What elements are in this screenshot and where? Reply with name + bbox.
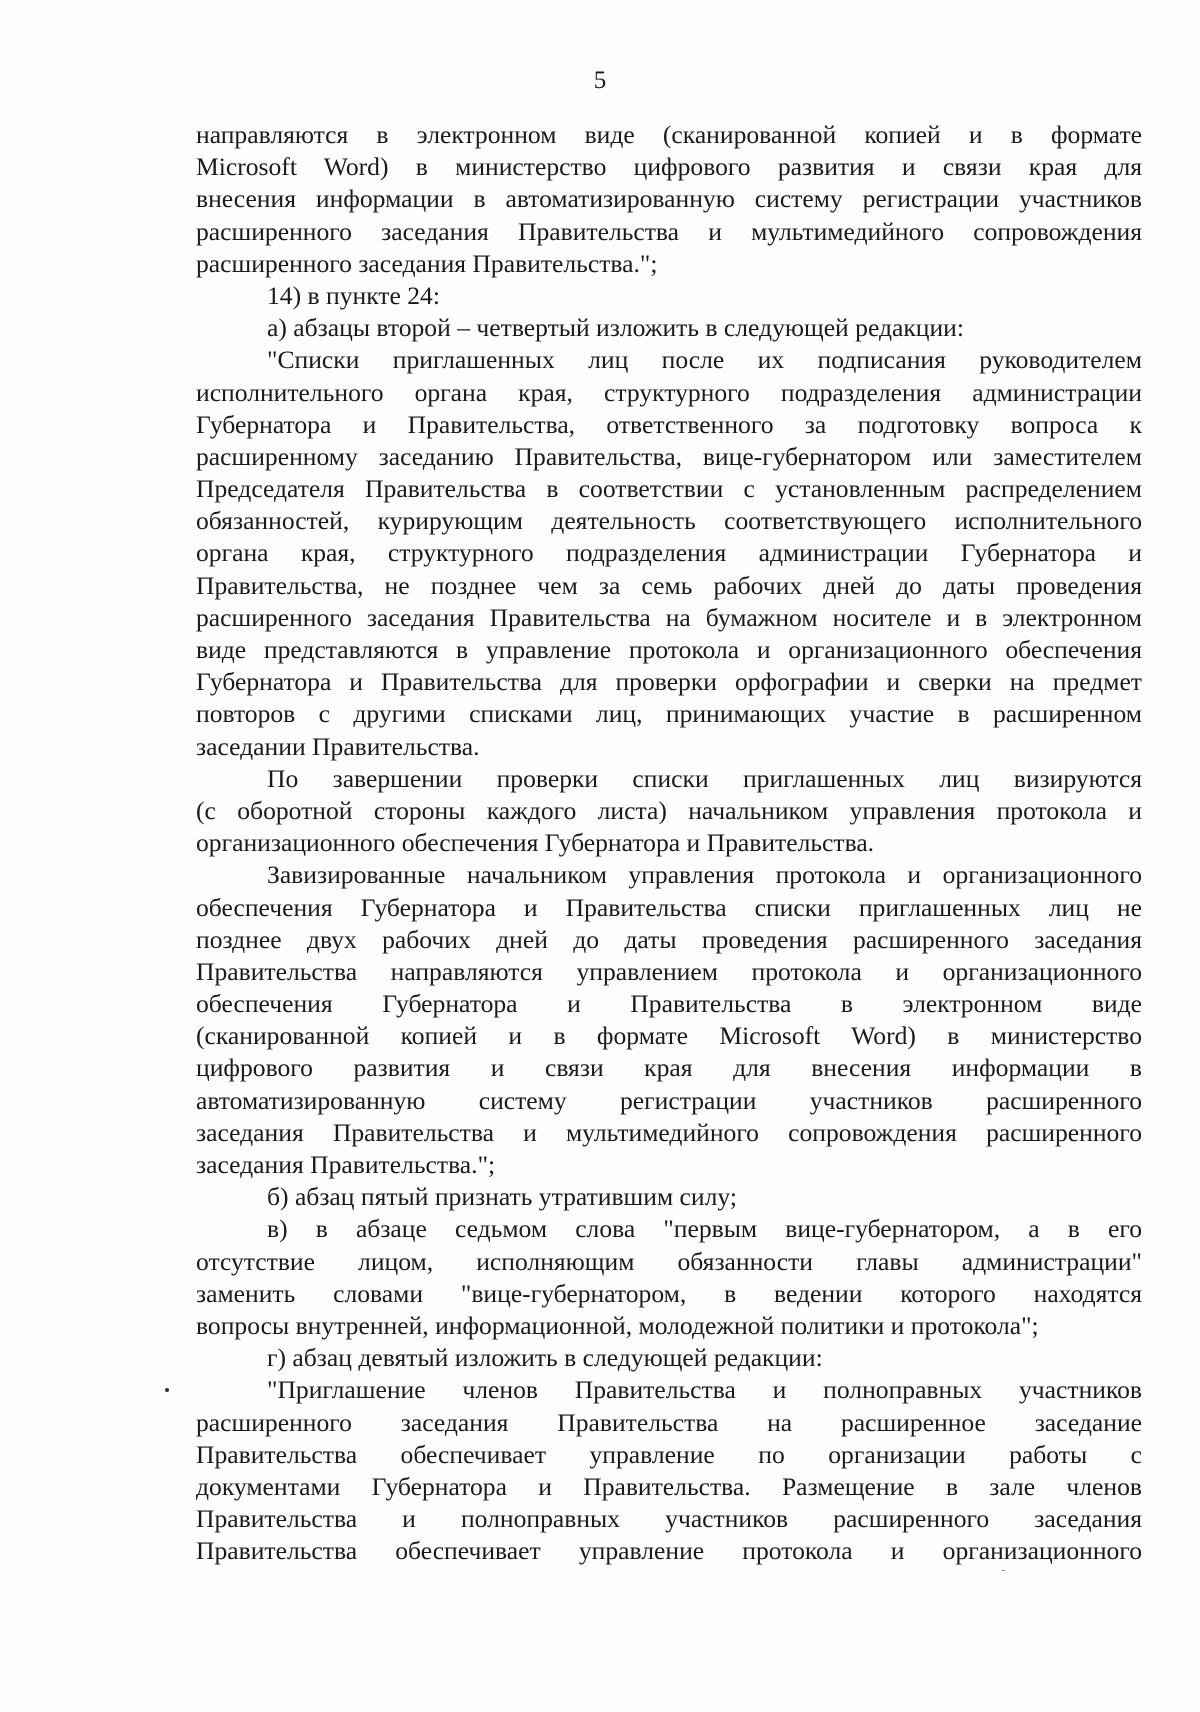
- text-line: (с оборотной стороны каждого листа) начальником управления протокола и: [196, 795, 1142, 825]
- text-line: Правительства, не позднее чем за семь рабочих дней до даты проведения: [196, 570, 1142, 600]
- text-line: направляются в электронном виде (сканированной копией и в формате: [196, 120, 1142, 149]
- text-line: внесения информации в автоматизированную систему регистрации участников: [196, 184, 1142, 214]
- text-line: виде представляются в управление протокола и организационного обеспечения: [196, 635, 1142, 664]
- text-line: органа края, структурного подразделения администрации Губернатора и: [196, 538, 1142, 568]
- text-line: "Списки приглашенных лиц после их подписания руководителем: [267, 345, 1142, 375]
- document-body: [196, 119, 1142, 1567]
- text-line: заседания Правительства.";: [196, 1150, 496, 1179]
- scan-speck: [1002, 1570, 1005, 1571]
- text-line: б) абзац пятый признать утратившим силу;: [267, 1182, 737, 1212]
- text-line: расширенному заседанию Правительства, вице-губернатором или заместителем: [196, 441, 1142, 471]
- text-line: заседании Правительства.: [196, 731, 480, 761]
- text-line: а) абзацы второй – четвертый изложить в следующей редакции:: [267, 313, 964, 343]
- text-line: заменить словами "вице-губернатором, в ведении которого находятся: [196, 1278, 1142, 1308]
- text-line: организационного обеспечения Губернатора и Правительства.: [196, 828, 875, 858]
- text-line: Правительства и полноправных участников расширенного заседания: [196, 1504, 1142, 1534]
- text-line: Губернатора и Правительства, ответственного за подготовку вопроса к: [196, 409, 1142, 439]
- text-line: Правительства обеспечивает управление по организации работы с: [196, 1439, 1142, 1469]
- text-line: г) абзац девятый изложить в следующей редакции:: [267, 1343, 823, 1373]
- text-line: исполнительного органа края, структурного подразделения администрации: [196, 377, 1142, 407]
- text-line: Правительства обеспечивает управление протокола и организационного: [196, 1536, 1142, 1566]
- text-line: расширенного заседания Правительства.";: [196, 248, 658, 278]
- text-line: цифрового развития и связи края для внесения информации в: [196, 1053, 1142, 1083]
- text-line: отсутствие лицом, исполняющим обязанности главы администрации": [196, 1246, 1142, 1276]
- text-line: По завершении проверки списки приглашенных лиц визируются: [267, 763, 1142, 793]
- text-line: обеспечения Губернатора и Правительства списки приглашенных лиц не: [196, 892, 1142, 922]
- text-line: Microsoft Word) в министерство цифрового развития и связи края для: [196, 152, 1142, 182]
- text-line: заседания Правительства и мультимедийного сопровождения расширенного: [196, 1117, 1142, 1147]
- text-line: расширенного заседания Правительства и мультимедийного сопровождения: [196, 216, 1142, 246]
- text-line: (сканированной копией и в формате Microsoft Word) в министерство: [196, 1021, 1142, 1051]
- text-line: вопросы внутренней, информационной, молодежной политики и протокола";: [196, 1310, 1039, 1340]
- margin-dot: [165, 1388, 169, 1392]
- text-line: Правительства направляются управлением протокола и организационного: [196, 956, 1142, 986]
- text-line: обязанностей, курирующим деятельность соответствующего исполнительного: [196, 506, 1142, 536]
- text-line: "Приглашение членов Правительства и полноправных участников: [267, 1375, 1142, 1405]
- text-line: Губернатора и Правительства для проверки орфографии и сверки на предмет: [196, 667, 1142, 697]
- text-line: 14) в пункте 24:: [267, 280, 440, 310]
- text-line: позднее двух рабочих дней до даты проведения расширенного заседания: [196, 924, 1142, 954]
- text-line: Завизированные начальником управления протокола и организационного: [267, 860, 1142, 890]
- text-line: автоматизированную систему регистрации участников расширенного: [196, 1085, 1142, 1115]
- text-line: Председателя Правительства в соответствии с установленным распределением: [196, 474, 1142, 504]
- text-line: расширенного заседания Правительства на расширенное заседание: [196, 1407, 1142, 1437]
- text-line: документами Губернатора и Правительства. Размещение в зале членов: [196, 1471, 1142, 1501]
- text-line: обеспечения Губернатора и Правительства в электронном виде: [196, 989, 1142, 1019]
- page-number: 5: [593, 67, 607, 94]
- text-line: расширенного заседания Правительства на бумажном носителе и в электронном: [196, 602, 1142, 632]
- text-line: в) в абзаце седьмом слова "первым вице-губернатором, а в его: [267, 1214, 1142, 1244]
- text-line: повторов с другими списками лиц, принимающих участие в расширенном: [196, 699, 1142, 729]
